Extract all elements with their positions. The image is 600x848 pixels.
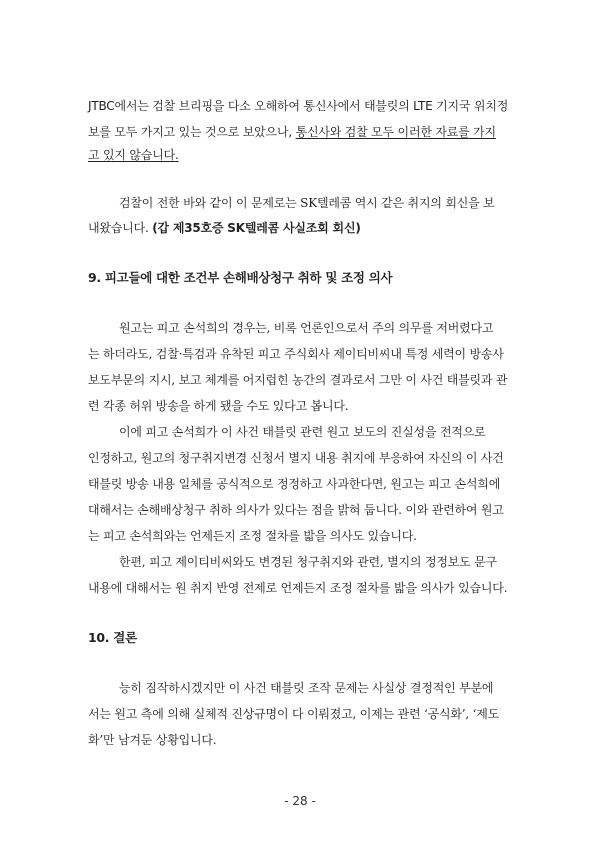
paragraph-5-line-1: 한편, 피고 제이티비씨와도 변경된 청구취지와 관련, 별지의 정정보도 문구 [119, 555, 497, 569]
evidence-reference: (갑 제35호증 SK텔레콤 사실조회 회신) [152, 221, 361, 235]
paragraph-6-line-2: 서는 원고 측에 의해 실체적 진상규명이 다 이뤄졌고, 이제는 관련 ‘공식화’, ‘제도 [88, 707, 499, 721]
paragraph-4-line-5: 는 피고 손석희와는 언제든지 조정 절차를 밟을 의사도 있습니다. [88, 529, 417, 543]
paragraph-3-line-2: 는 하더라도, 검찰·특검과 유착된 피고 주식회사 제이티비씨내 특정 세력이 방송사 [88, 347, 504, 361]
paragraph-6-line-3: 화’만 남겨둔 상황입니다. [88, 733, 217, 747]
section-heading-9: 9. 피고들에 대한 조건부 손해배상청구 취하 및 조정 의사 [88, 270, 393, 285]
section-heading-10: 10. 결론 [88, 630, 137, 645]
page-number: - 28 - [284, 794, 316, 808]
paragraph-3-line-4: 련 각종 허위 방송을 하게 됐을 수도 있다고 봅니다. [88, 399, 349, 413]
paragraph-1-line-3: 고 있지 않습니다. [88, 148, 179, 162]
paragraph-1-line-2 [88, 124, 496, 140]
paragraph-1-line-1: JTBC에서는 검찰 브리핑을 다소 오해하여 통신사에서 태블릿의 LTE 기지국 위치정 [88, 99, 509, 113]
paragraph-3-line-3: 보도부문의 지시, 보고 체계를 어지럽힌 농간의 결과로서 그만 이 사건 태블릿과 관 [88, 373, 508, 387]
paragraph-2-line-1: 검찰이 전한 바와 같이 이 문제로는 SK텔레콤 역시 같은 취지의 회신을 보 [119, 196, 495, 210]
paragraph-4-line-4: 대해서는 손해배상청구 취하 의사가 있다는 점을 밝혀 둡니다. 이와 관련하여 원고 [88, 503, 504, 517]
paragraph-3-line-1: 원고는 피고 손석희의 경우는, 비록 언론인으로서 주의 의무를 저버렸다고 [119, 321, 494, 335]
paragraph-6-line-1: 능히 짐작하시겠지만 이 사건 태블릿 조작 문제는 사실상 결정적인 부분에 [119, 681, 494, 695]
paragraph-4-line-2: 인정하고, 원고의 청구취지변경 신청서 별지 내용 취지에 부응하여 자신의 이 사건 [88, 451, 504, 465]
paragraph-2-line-2-text: 내왔습니다. [88, 221, 153, 235]
paragraph-1-underlined-text: 통신사와 검찰 모두 이러한 자료를 가지 [295, 125, 496, 139]
paragraph-4-line-1: 이에 피고 손석희가 이 사건 태블릿 관련 원고 보도의 진실성을 전적으로 [119, 425, 486, 439]
paragraph-2-line-2 [88, 220, 361, 236]
paragraph-1-line-2-text: 보를 모두 가지고 있는 것으로 보았으나, [88, 125, 296, 139]
paragraph-5-line-2: 내용에 대해서는 원 취지 반영 전제로 언제든지 조정 절차를 밟을 의사가 있습니다. [88, 581, 508, 595]
paragraph-4-line-3: 태블릿 방송 내용 일체를 공식적으로 정정하고 사과한다면, 원고는 피고 손석희에 [88, 477, 501, 491]
